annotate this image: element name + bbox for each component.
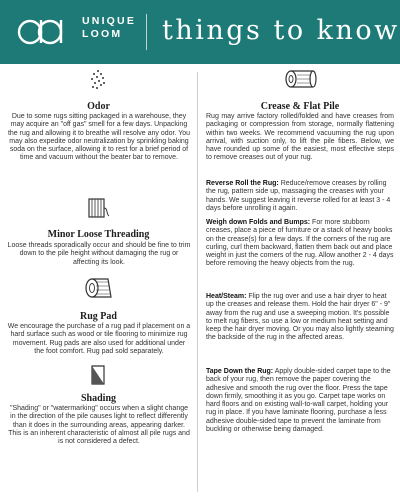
shading-heading: Shading (80, 393, 117, 404)
odor-dots-icon (88, 68, 108, 90)
shading-text: "Shading" or "watermarking" occurs when a slight change in the direction of the pile causes light to reflect differently than it does in the surrounding areas, appearing darker. This is an inherent characteristic of almost all pile rugs and is not considered a defect. (8, 405, 190, 446)
crease-heading: Crease & Flat Pile (260, 101, 340, 112)
page-title: things to know (162, 15, 400, 46)
rolled-rug-icon (284, 68, 318, 90)
tip-tape-down: Tape Down the Rug: Apply double-sided carpet tape to the back of your rug, then remove the paper covering the adhesive and smooth the rug over the floor. Press the tape down firmly, smoothing it as you go. Carpet tape works on hard floors and on existing wall-to-wall carpet, holding your rug in place. If you have laminate flooring, purchase a less adhesive double-sided tape to prevent the laminate from buckling or otherwise being damaged. (206, 368, 391, 434)
odor-text: Due to some rugs sitting packaged in a warehouse, they may acquire an "off gas" smell for a few days. Unpacking the rug and allowing it to breathe will resolve any odor. You may also expedite odor neutralization by sprinkling baking soda on the surface, allowing it to rest for a brief period of time and vacuum without the beater bar to remove. (7, 113, 191, 162)
header-divider (146, 14, 147, 50)
odor-heading: Odor (87, 101, 110, 112)
shading-icon (88, 364, 108, 386)
threading-text: Loose threads sporadically occur and should be fine to trim down to the pile height without damaging the rug or affecting its look. (7, 242, 191, 266)
header-banner (0, 0, 400, 64)
rug-pad-icon (84, 276, 112, 300)
crease-intro: Rug may arrive factory rolled/folded and have creases from packaging or compression from storage, normally flattening within two weeks. We recommend vacuuming the rug upon arrival, with suction only, to lift the pile fibers. Below, we have rounded up some of the easiest, most effective steps to remove creases out of your rug. (206, 113, 394, 162)
loose-thread-icon (86, 196, 110, 220)
unique-loom-logo-icon (16, 16, 70, 46)
rug-pad-text: We encourage the purchase of a rug pad if placement on a hard surface such as wood or tile flooring to minimize rug movement. Rug pads are also used for additional under the foot comfort. Rug pad sold separately. (7, 323, 191, 355)
brand-name: UNIQUE LOOM (82, 15, 137, 40)
tip-heat-steam: Heat/Steam: Flip the rug over and use a hair dryer to heat up the creases and release them. Hold the hair dryer 6" - 9" away from the rug and use a sweeping motion. It's possible to melt rug fibers, so use a low or medium heat setting and keep the hair dryer moving. Or you may also lightly steaming the backside of the rug in the affected areas. (206, 293, 394, 342)
threading-heading: Minor Loose Threading (47, 229, 150, 240)
rug-pad-heading: Rug Pad (80, 311, 117, 322)
tip-weigh-down: Weigh down Folds and Bumps: For more stubborn creases, place a piece of furniture or a stack of heavy books on the crease(s) for a few days. If the corners of the rug are curling, curl them backward, flatten them back out and place weight in just the corners of the rug. Allow another 2 - 4 days before removing the heavy objects from the rug. (206, 219, 394, 268)
column-divider (197, 72, 198, 492)
tip-reverse-roll: Reverse Roll the Rug: Reduce/remove creases by rolling the rug, pattern side up, massaging the creases with your hands. We suggest leaving it reverse rolled for at least 3 - 4 days before unrolling it again. (206, 180, 391, 212)
